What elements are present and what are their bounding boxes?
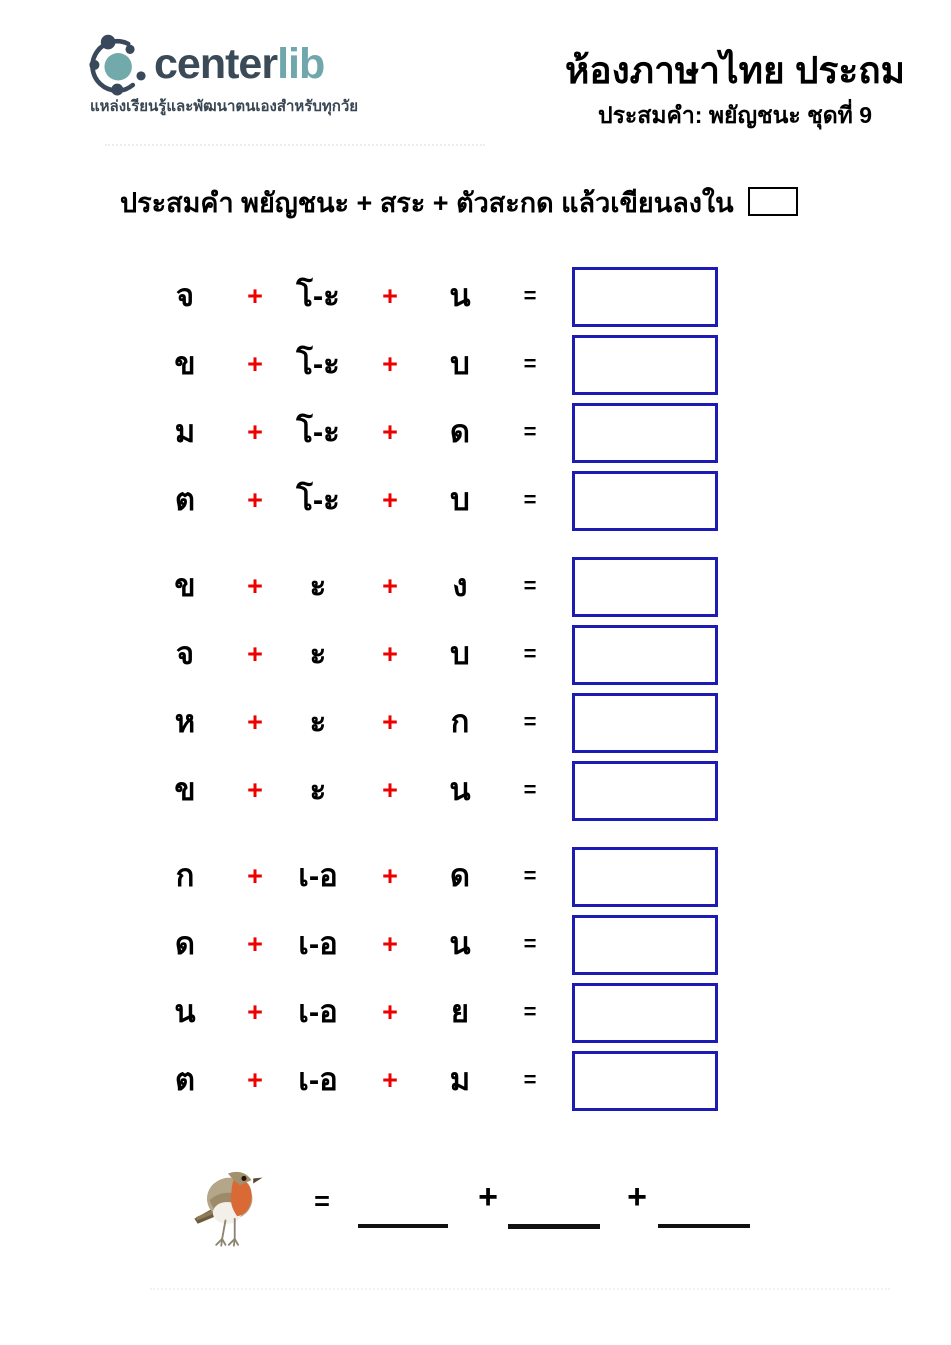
answer-box-9[interactable] bbox=[572, 847, 718, 907]
answer-box-4[interactable] bbox=[572, 471, 718, 531]
consonant: ม bbox=[174, 414, 196, 449]
consonant: จ bbox=[175, 636, 195, 671]
equals-sign: = bbox=[523, 283, 537, 308]
vowel: เ-อ bbox=[298, 926, 338, 961]
logo-text-center: center bbox=[154, 40, 278, 88]
answer-box-7[interactable] bbox=[572, 693, 718, 753]
final-consonant: น bbox=[449, 278, 471, 313]
equals-sign: = bbox=[523, 863, 537, 888]
final-consonant: ด bbox=[449, 858, 471, 893]
exercise-row-12 bbox=[0, 1051, 951, 1111]
answer-box-1[interactable] bbox=[572, 267, 718, 327]
vowel: เ-อ bbox=[298, 1062, 338, 1097]
equals-sign: = bbox=[523, 931, 537, 956]
answer-box-5[interactable] bbox=[572, 557, 718, 617]
final-consonant: ม bbox=[449, 1062, 471, 1097]
plus-sign: + bbox=[382, 775, 398, 805]
vowel: โ-ะ bbox=[296, 346, 340, 381]
equals-sign: = bbox=[314, 1186, 330, 1216]
plus-sign: + bbox=[247, 997, 263, 1027]
answer-box-11[interactable] bbox=[572, 983, 718, 1043]
final-consonant: บ bbox=[450, 636, 470, 671]
exercise-row-2 bbox=[0, 335, 951, 395]
plus-sign: + bbox=[382, 639, 398, 669]
equals-sign: = bbox=[523, 777, 537, 802]
equals-sign: = bbox=[523, 999, 537, 1024]
vowel: ะ bbox=[309, 568, 327, 603]
picture-exercise bbox=[0, 1160, 951, 1260]
final-consonant: ด bbox=[449, 414, 471, 449]
final-consonant: น bbox=[449, 926, 471, 961]
plus-sign: + bbox=[382, 485, 398, 515]
plus-sign: + bbox=[247, 707, 263, 737]
exercise-row-5 bbox=[0, 557, 951, 617]
answer-box-10[interactable] bbox=[572, 915, 718, 975]
consonant: ห bbox=[174, 704, 196, 739]
plus-sign: + bbox=[247, 639, 263, 669]
exercise-row-6 bbox=[0, 625, 951, 685]
plus-sign: + bbox=[478, 1178, 498, 1216]
equals-sign: = bbox=[523, 641, 537, 666]
blank-line-2[interactable] bbox=[508, 1224, 600, 1229]
final-consonant: ย bbox=[450, 994, 470, 1029]
exercise-row-10 bbox=[0, 915, 951, 975]
consonant: ด bbox=[174, 926, 196, 961]
blank-line-3[interactable] bbox=[658, 1224, 750, 1228]
final-consonant: น bbox=[449, 772, 471, 807]
logo-text-lib: lib bbox=[277, 40, 325, 88]
plus-sign: + bbox=[382, 417, 398, 447]
plus-sign: + bbox=[247, 349, 263, 379]
equals-sign: = bbox=[523, 1067, 537, 1092]
plus-sign: + bbox=[382, 861, 398, 891]
vowel: โ-ะ bbox=[296, 414, 340, 449]
plus-sign: + bbox=[247, 485, 263, 515]
consonant: ข bbox=[174, 772, 196, 807]
vowel: ะ bbox=[309, 772, 327, 807]
exercise-rows bbox=[0, 267, 951, 1119]
consonant: ข bbox=[174, 346, 196, 381]
consonant: ก bbox=[175, 858, 195, 893]
plus-sign: + bbox=[382, 571, 398, 601]
consonant: ต bbox=[174, 1062, 196, 1097]
plus-sign: + bbox=[382, 707, 398, 737]
exercise-row-4 bbox=[0, 471, 951, 531]
vowel: ะ bbox=[309, 704, 327, 739]
plus-sign: + bbox=[247, 1065, 263, 1095]
consonant: น bbox=[174, 994, 196, 1029]
plus-sign: + bbox=[382, 929, 398, 959]
robin-bird-image bbox=[186, 1162, 270, 1252]
centerlib-logo bbox=[88, 28, 408, 120]
answer-box-3[interactable] bbox=[572, 403, 718, 463]
exercise-row-9 bbox=[0, 847, 951, 907]
instruction-text: ประสมคำ พยัญชนะ + สระ + ตัวสะกด แล้วเขียนลงใน bbox=[120, 188, 734, 218]
plus-sign: + bbox=[382, 1065, 398, 1095]
equals-sign: = bbox=[523, 351, 537, 376]
equals-sign: = bbox=[523, 573, 537, 598]
exercise-row-7 bbox=[0, 693, 951, 753]
plus-sign: + bbox=[247, 929, 263, 959]
consonant: จ bbox=[175, 278, 195, 313]
answer-box-2[interactable] bbox=[572, 335, 718, 395]
final-consonant: บ bbox=[450, 482, 470, 517]
exercise-row-3 bbox=[0, 403, 951, 463]
consonant: ข bbox=[174, 568, 196, 603]
plus-sign: + bbox=[382, 281, 398, 311]
exercise-row-8 bbox=[0, 761, 951, 821]
final-consonant: ก bbox=[450, 704, 470, 739]
logo-wordmark bbox=[154, 36, 324, 92]
answer-box-6[interactable] bbox=[572, 625, 718, 685]
final-consonant: ง bbox=[452, 568, 468, 603]
vowel: โ-ะ bbox=[296, 278, 340, 313]
instruction-example-box bbox=[748, 187, 798, 216]
final-consonant: บ bbox=[450, 346, 470, 381]
vowel: เ-อ bbox=[298, 994, 338, 1029]
blank-line-1[interactable] bbox=[358, 1224, 448, 1228]
plus-sign: + bbox=[247, 417, 263, 447]
plus-sign: + bbox=[247, 861, 263, 891]
answer-box-8[interactable] bbox=[572, 761, 718, 821]
consonant: ต bbox=[174, 482, 196, 517]
plus-sign: + bbox=[247, 571, 263, 601]
exercise-row-1 bbox=[0, 267, 951, 327]
equals-sign: = bbox=[523, 419, 537, 444]
instruction-line bbox=[120, 181, 798, 224]
centerlib-logo-icon bbox=[88, 32, 152, 96]
plus-sign: + bbox=[247, 775, 263, 805]
vowel: โ-ะ bbox=[296, 482, 340, 517]
plus-sign: + bbox=[382, 997, 398, 1027]
logo-tagline: แหล่งเรียนรู้และพัฒนาตนเองสำหรับทุกวัย bbox=[90, 98, 359, 115]
equals-sign: = bbox=[523, 709, 537, 734]
page-title: ห้องภาษาไทย ประถม bbox=[565, 50, 905, 91]
vowel: ะ bbox=[309, 636, 327, 671]
equals-sign: = bbox=[523, 487, 537, 512]
faded-print-artifact bbox=[105, 144, 485, 146]
plus-sign: + bbox=[382, 349, 398, 379]
faded-print-artifact bbox=[150, 1288, 890, 1290]
vowel: เ-อ bbox=[298, 858, 338, 893]
answer-box-12[interactable] bbox=[572, 1051, 718, 1111]
page-subtitle: ประสมคำ: พยัญชนะ ชุดที่ 9 bbox=[597, 102, 873, 128]
header-titles bbox=[535, 48, 935, 134]
plus-sign: + bbox=[247, 281, 263, 311]
plus-sign: + bbox=[627, 1178, 647, 1216]
exercise-row-11 bbox=[0, 983, 951, 1043]
